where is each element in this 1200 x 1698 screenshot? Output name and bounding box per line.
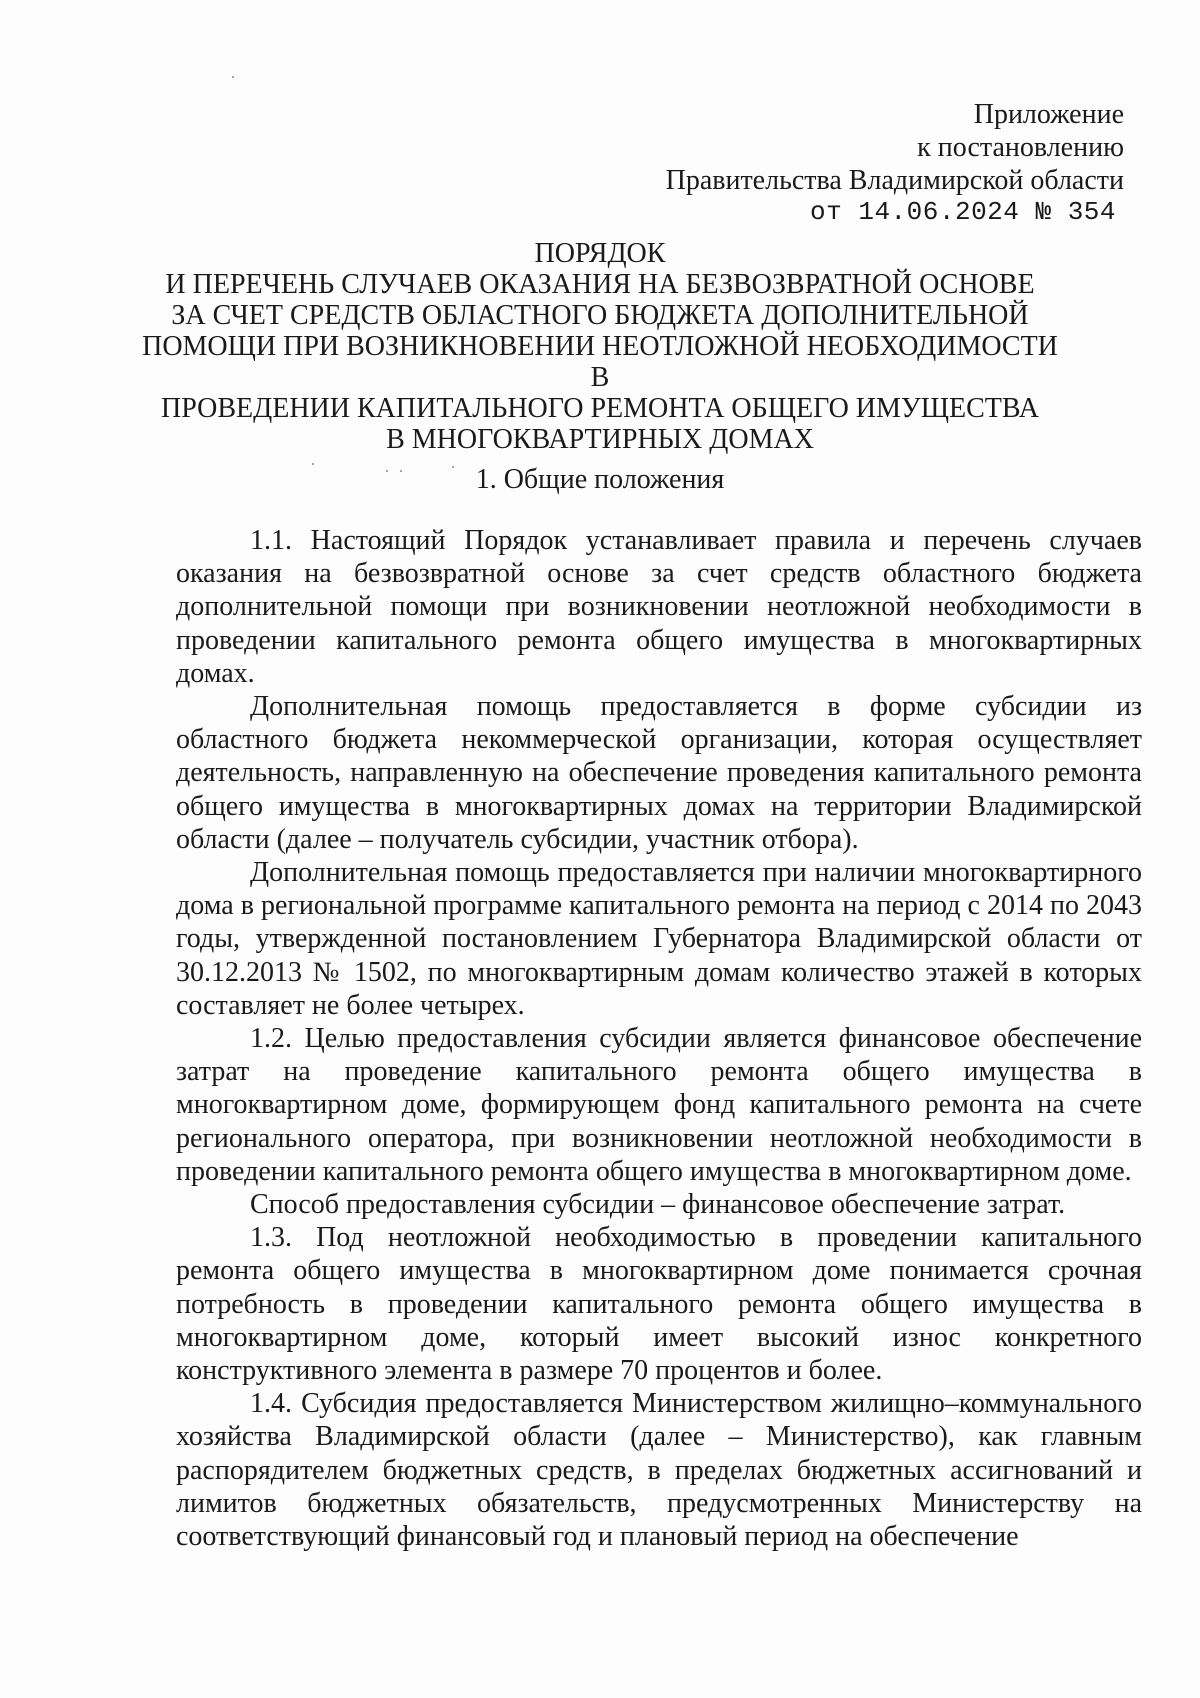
title-line: ПОРЯДОК	[534, 238, 666, 269]
paragraph: 1.3. Под неотложной необходимостью в проведении капитального ремонта общего имущества в многоквартирном доме понимается срочная потребность в проведении капитального ремонта общего имущества в многоквартирном доме, который имеет высокий износ конкретного конструктивного элемента в размере 70 процентов и более.	[176, 1222, 1142, 1387]
paragraph: 1.4. Субсидия предоставляется Министерством жилищно–коммунального хозяйства Владимирской области (далее – Министерство), как главным распорядителем бюджетных средств, в пределах бюджетных ассигнований и лимитов бюджетных обязательств, предусмотренных Министерству на соответствующий финансовый год и плановый период на обеспечение	[176, 1388, 1142, 1553]
scan-speck	[452, 466, 454, 468]
paragraph: 1.1. Настоящий Порядок устанавливает правила и перечень случаев оказания на безвозвратной основе за счет средств областного бюджета дополнительной помощи при возникновении неотложной необходимости в проведении капитального ремонта общего имущества в многоквартирных домах.	[176, 525, 1142, 689]
paragraph: Способ предоставления субсидии – финансовое обеспечение затрат.	[250, 1189, 1066, 1221]
title-line: ЗА СЧЕТ СРЕДСТВ ОБЛАСТНОГО БЮДЖЕТА ДОПОЛНИТЕЛЬНОЙ	[171, 300, 1029, 331]
scan-speck	[312, 463, 314, 465]
appendix-header	[564, 98, 1124, 227]
paragraph: Дополнительная помощь предоставляется в форме субсидии из областного бюджета некоммерческой организации, которая осуществляет деятельность, направленную на обеспечение проведения капитального ремонта общего имущества в многоквартирных домах на территории Владимирской области (далее – получатель субсидии, участник отбора).	[176, 691, 1142, 855]
title-line: И ПЕРЕЧЕНЬ СЛУЧАЕВ ОКАЗАНИЯ НА БЕЗВОЗВРАТНОЙ ОСНОВЕ	[165, 269, 1035, 300]
resolution-reference: к постановлению	[917, 132, 1124, 163]
scan-speck	[386, 470, 388, 472]
section-heading: 1. Общие положения	[475, 464, 725, 495]
document-title	[130, 238, 1070, 455]
scan-speck	[232, 76, 234, 78]
title-line: ПОМОЩИ ПРИ ВОЗНИКНОВЕНИИ НЕОТЛОЖНОЙ НЕОБХОДИМОСТИ В	[142, 331, 1058, 393]
paragraph: Дополнительная помощь предоставляется при наличии многоквартирного дома в региональной программе капитального ремонта на период с 2014 по 2043 годы, утвержденной постановлением Губернатора Владимирской области от 30.12.2013 № 1502, по многоквартирным домам количество этажей в которых составляет не более четырех.	[176, 857, 1142, 1021]
date-number-stamp: от 14.06.2024 № 354	[810, 197, 1116, 227]
title-line: ПРОВЕДЕНИИ КАПИТАЛЬНОГО РЕМОНТА ОБЩЕГО ИМУЩЕСТВА	[161, 393, 1039, 424]
appendix-label: Приложение	[973, 99, 1124, 130]
government-name: Правительства Владимирской области	[665, 165, 1124, 196]
paragraph: 1.2. Целью предоставления субсидии является финансовое обеспечение затрат на проведение капитального ремонта общего имущества в многоквартирном доме, формирующем фонд капитального ремонта на счете регионального оператора, при возникновении неотложной необходимости в проведении капитального ремонта общего имущества в многоквартирном доме.	[176, 1023, 1142, 1187]
scan-speck	[400, 470, 402, 472]
title-line: В МНОГОКВАРТИРНЫХ ДОМАХ	[386, 424, 814, 455]
document-body	[176, 524, 1142, 1553]
